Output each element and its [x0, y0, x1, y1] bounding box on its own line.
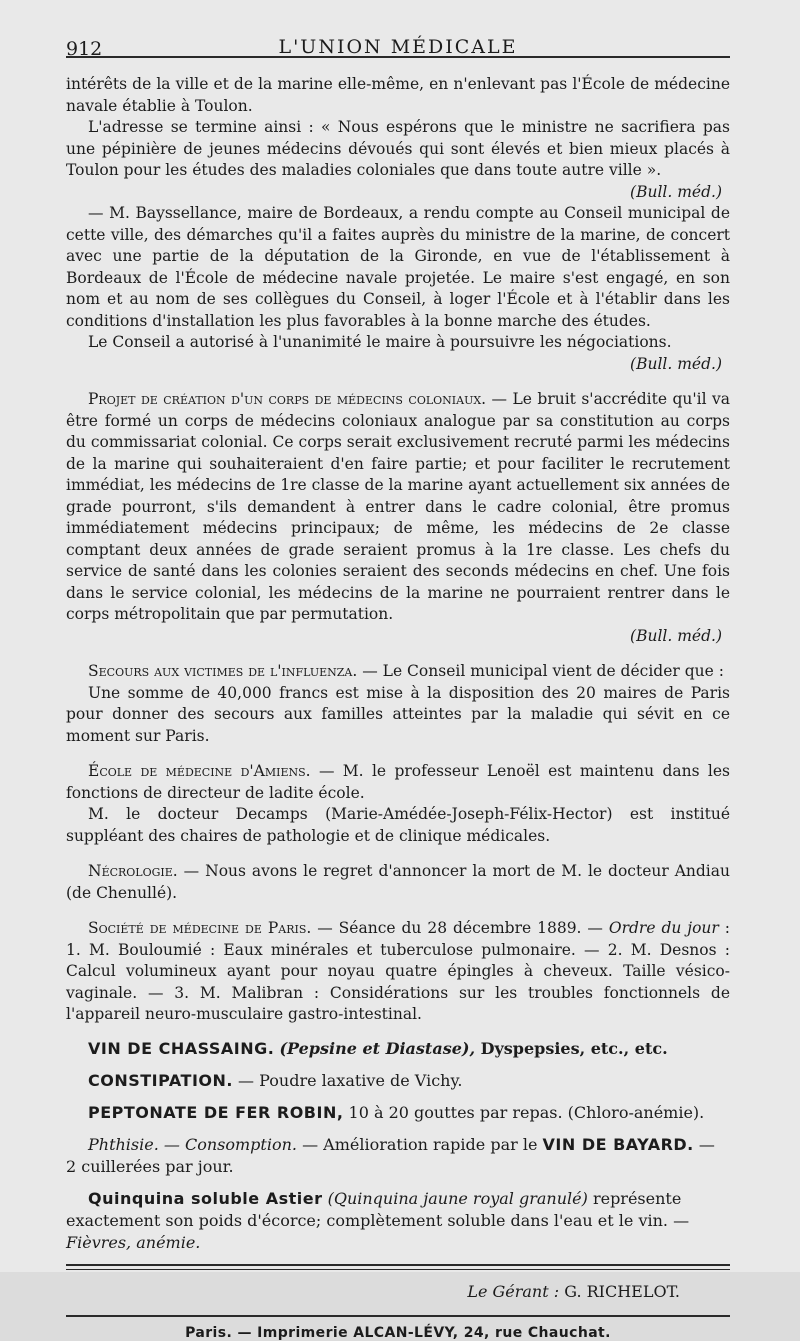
source-citation: (Bull. méd.)	[630, 626, 722, 645]
ad-text: — 2 cuillerées par jour.	[66, 1134, 715, 1176]
paragraph: intérêts de la ville et de la marine elle-même, en n'enlevant pas l'École de médecine navale établie à Toulon.	[66, 75, 730, 115]
section-text: — Nous avons le regret d'annoncer la mort de M. le docteur Andiau (de Chenullé).	[66, 862, 730, 902]
section-title: Projet de création d'un corps de médecins coloniaux.	[88, 390, 487, 408]
section-title: Société de médecine de Paris.	[88, 919, 312, 937]
section-title: Nécrologie.	[88, 862, 178, 880]
ad-item	[66, 1070, 730, 1092]
section-text: — Le bruit s'accrédite qu'il va être formé un corps de médecins coloniaux analogue par sa constitution au corps du commissariat colonial. Ce corps serait exclusivement recruté parmi les médecins de la marine qui souhaiteraient d'en faire partie; et pour faciliter le recrutement immédiat, les médecins de 1re classe de la marine ayant actuellement six années de grade pourront, s'ils demandent à entrer dans le cadre colonial, être promus immédiatement médecins principaux; de même, les médecins de 2e classe comptant deux années de grade seraient promus à la 1re classe. Les chefs du service de santé dans les colonies seraient des seconds médecins en chef. Une fois dans le service colonial, les médecins de la marine ne pourraient rentrer dans le corps métropolitain que par permutation.	[66, 390, 730, 623]
paragraph: M. le docteur Decamps (Marie-Amédée-Joseph-Félix-Hector) est institué suppléant des chaires de pathologie et de clinique médicales.	[66, 805, 730, 845]
section-title: Secours aux victimes de l'influenza.	[88, 662, 358, 680]
advertisements	[66, 1038, 730, 1254]
ad-name: PEPTONATE DE FER ROBIN,	[88, 1102, 344, 1122]
printer-imprint: Paris. — Imprimerie ALCAN-LÉVY, 24, rue Chauchat.	[185, 1324, 611, 1341]
section-text: — Le Conseil municipal vient de décider que :	[357, 662, 724, 680]
ad-name: Quinquina soluble Astier	[88, 1188, 323, 1208]
ad-item	[66, 1188, 730, 1254]
source-citation: (Bull. méd.)	[630, 182, 722, 201]
ad-item	[66, 1102, 730, 1124]
ad-name: VIN DE BAYARD.	[542, 1134, 694, 1154]
section-text: : 1. M. Bouloumié : Eaux minérales et tuberculose pulmonaire. — 2. M. Desnos : Calcul volumineux ayant pour noyau quatre épingles à cheveux. Taille vésico-vaginale. — 3. M. Malibran : Considérations sur les troubles fonctionnels de l'appareil neuro-musculaire gastro-intestinal.	[66, 919, 730, 1023]
paragraph: L'adresse se termine ainsi : « Nous espérons que le ministre ne sacrifiera pas une pépinière de jeunes médecins dévoués qui sont élevés et bien mieux placés à Toulon pour les études des maladies coloniales que dans toute autre ville ».	[66, 118, 730, 179]
ad-text: Dyspepsies, etc., etc.	[475, 1038, 668, 1058]
section-title: École de médecine d'Amiens.	[88, 762, 311, 780]
article-body	[66, 58, 730, 1026]
agenda-label: Ordre du jour	[608, 919, 719, 937]
page-header	[66, 0, 730, 58]
ad-lead: Phthisie. — Consomption.	[88, 1134, 297, 1154]
ad-subtitle: (Quinquina jaune royal granulé)	[327, 1188, 588, 1208]
paragraph: Une somme de 40,000 francs est mise à la disposition des 20 maires de Paris pour donner des secours aux familles atteintes par la maladie qui sévit en ce moment sur Paris.	[66, 683, 730, 745]
ad-item	[66, 1134, 730, 1178]
ad-text: représente exactement son poids d'écorce; complètement soluble dans l'eau et le vin. —	[66, 1188, 690, 1230]
ad-item	[66, 1038, 730, 1060]
ad-subtitle: (Pepsine et Diastase),	[279, 1038, 476, 1058]
divider-rule	[66, 1264, 730, 1270]
paragraph: — M. Bayssellance, maire de Bordeaux, a rendu compte au Conseil municipal de cette ville, des démarches qu'il a faites auprès du ministre de la marine, de concert avec une partie de la députation de la Gironde, en vue de l'établissement à Bordeaux de l'École de médecine navale projetée. Le maire s'est engagé, en son nom et au nom de ses collègues du Conseil, à loger l'École et à l'établir dans les conditions d'installation les plus favorables à la bonne marche des études.	[66, 204, 730, 330]
paragraph: Le Conseil a autorisé à l'unanimité le maire à poursuivre les négociations.	[88, 333, 672, 351]
ad-name: VIN DE CHASSAING.	[88, 1038, 275, 1058]
ad-text: 10 à 20 gouttes par repas. (Chloro-anémie).	[343, 1102, 705, 1122]
ad-name: CONSTIPATION.	[88, 1070, 233, 1090]
divider-rule	[66, 1315, 730, 1317]
ad-text: — Poudre laxative de Vichy.	[232, 1070, 463, 1090]
source-citation: (Bull. méd.)	[630, 354, 722, 373]
news-item	[66, 918, 730, 1026]
gerant-line	[66, 1282, 680, 1301]
section-text: — M. le professeur Lenoël est maintenu dans les fonctions de directeur de ladite école.	[66, 762, 730, 802]
ad-text: — Amélioration rapide par le	[296, 1134, 543, 1154]
news-item	[66, 389, 730, 626]
news-item	[66, 761, 730, 804]
page-number: 912	[66, 38, 103, 60]
gerant-name: G. RICHELOT.	[559, 1281, 680, 1301]
gerant-label: Le Gérant :	[467, 1281, 560, 1301]
news-item	[66, 861, 730, 904]
news-item	[66, 661, 730, 683]
ad-tail: Fièvres, anémie.	[66, 1232, 201, 1252]
journal-title: L'UNION MÉDICALE	[278, 36, 518, 58]
section-text: — Séance du 28 décembre 1889. —	[311, 919, 609, 937]
